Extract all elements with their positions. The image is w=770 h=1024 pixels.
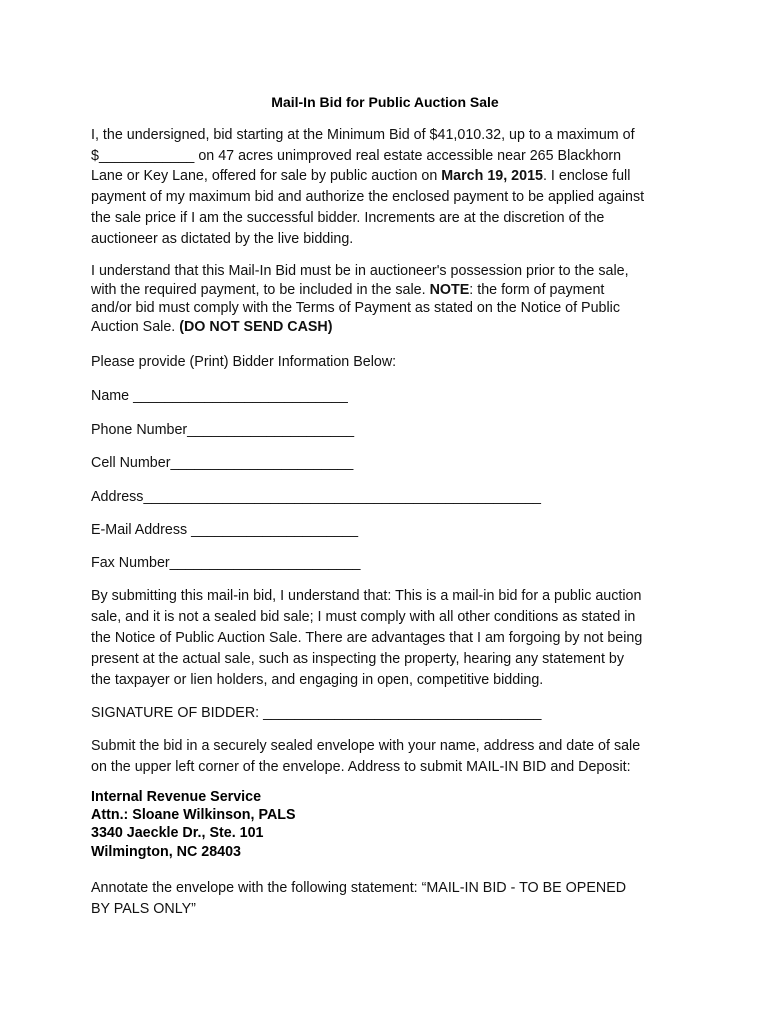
address-line: Attn.: Sloane Wilkinson, PALS (91, 807, 296, 824)
note-label: NOTE (429, 281, 470, 298)
intro-line: the sale price if I am the successful bidder. Increments are at the discretion of the (91, 209, 605, 226)
acknowledgement-line: the taxpayer or lien holders, and engaging in open, competitive bidding. (91, 671, 544, 688)
address-field[interactable]: Address__________________________________________________ (91, 489, 542, 505)
submit-line: on the upper left corner of the envelope. Address to submit MAIL-IN BID and Deposit: (91, 758, 631, 775)
intro-line: I, the undersigned, bid starting at the Minimum Bid of $41,010.32, up to a maximum of (91, 127, 635, 143)
acknowledgement-paragraph (91, 586, 691, 691)
signature-field[interactable]: SIGNATURE OF BIDDER: ___________________________________ (91, 705, 542, 721)
intro-line: payment of my maximum bid and authorize the enclosed payment to be applied against (91, 189, 645, 206)
possession-line: and/or bid must comply with the Terms of Payment as stated on the Notice of Public (91, 300, 620, 316)
submit-line: Submit the bid in a securely sealed envelope with your name, address and date of sale (91, 738, 641, 754)
cell-number-field[interactable]: Cell Number_______________________ (91, 455, 354, 471)
annotate-line: Annotate the envelope with the following statement: “MAIL-IN BID - TO BE OPENED (91, 880, 627, 896)
intro-line: auctioneer as dictated by the live bidding. (91, 230, 354, 247)
document-title: Mail-In Bid for Public Auction Sale (271, 94, 499, 110)
possession-text: : the form of payment (469, 281, 605, 298)
acknowledgement-line: sale, and it is not a sealed bid sale; I must comply with all other conditions as stated in (91, 608, 636, 625)
intro-line: $____________ on 47 acres unimproved real estate accessible near 265 Blackhorn (91, 147, 622, 164)
sale-date: March 19, 2015 (441, 168, 543, 185)
possession-paragraph (91, 262, 691, 336)
possession-line (91, 281, 691, 300)
possession-text: with the required payment, to be included in the sale. (91, 281, 430, 298)
intro-paragraph (91, 125, 691, 249)
acknowledgement-line: By submitting this mail-in bid, I understand that: This is a mail-in bid for a public auction (91, 588, 642, 604)
submit-instructions (91, 736, 691, 777)
address-line: Wilmington, NC 28403 (91, 843, 242, 860)
mailing-address (91, 788, 296, 861)
possession-line (91, 318, 691, 337)
name-field[interactable]: Name ___________________________ (91, 388, 348, 404)
intro-text: Lane or Key Lane, offered for sale by public auction on (91, 168, 442, 185)
bidder-info-prompt: Please provide (Print) Bidder Information Below: (91, 354, 397, 370)
acknowledgement-line: the Notice of Public Auction Sale. There are advantages that I am forgoing by not being (91, 629, 643, 646)
intro-line (91, 166, 691, 187)
acknowledgement-line: present at the actual sale, such as inspecting the property, hearing any statement by (91, 650, 625, 667)
possession-text: Auction Sale. (91, 318, 180, 335)
annotate-instructions (91, 878, 691, 919)
intro-text: . I enclose full (542, 168, 631, 185)
fax-number-field[interactable]: Fax Number________________________ (91, 555, 361, 571)
annotate-line: BY PALS ONLY” (91, 900, 196, 917)
address-line: 3340 Jaeckle Dr., Ste. 101 (91, 825, 264, 842)
phone-number-field[interactable]: Phone Number_____________________ (91, 422, 355, 438)
possession-line: I understand that this Mail-In Bid must be in auctioneer's possession prior to the sale, (91, 263, 629, 279)
email-address-field[interactable]: E-Mail Address _____________________ (91, 522, 359, 538)
no-cash-warning: (DO NOT SEND CASH) (179, 318, 333, 335)
address-line: Internal Revenue Service (91, 789, 262, 805)
